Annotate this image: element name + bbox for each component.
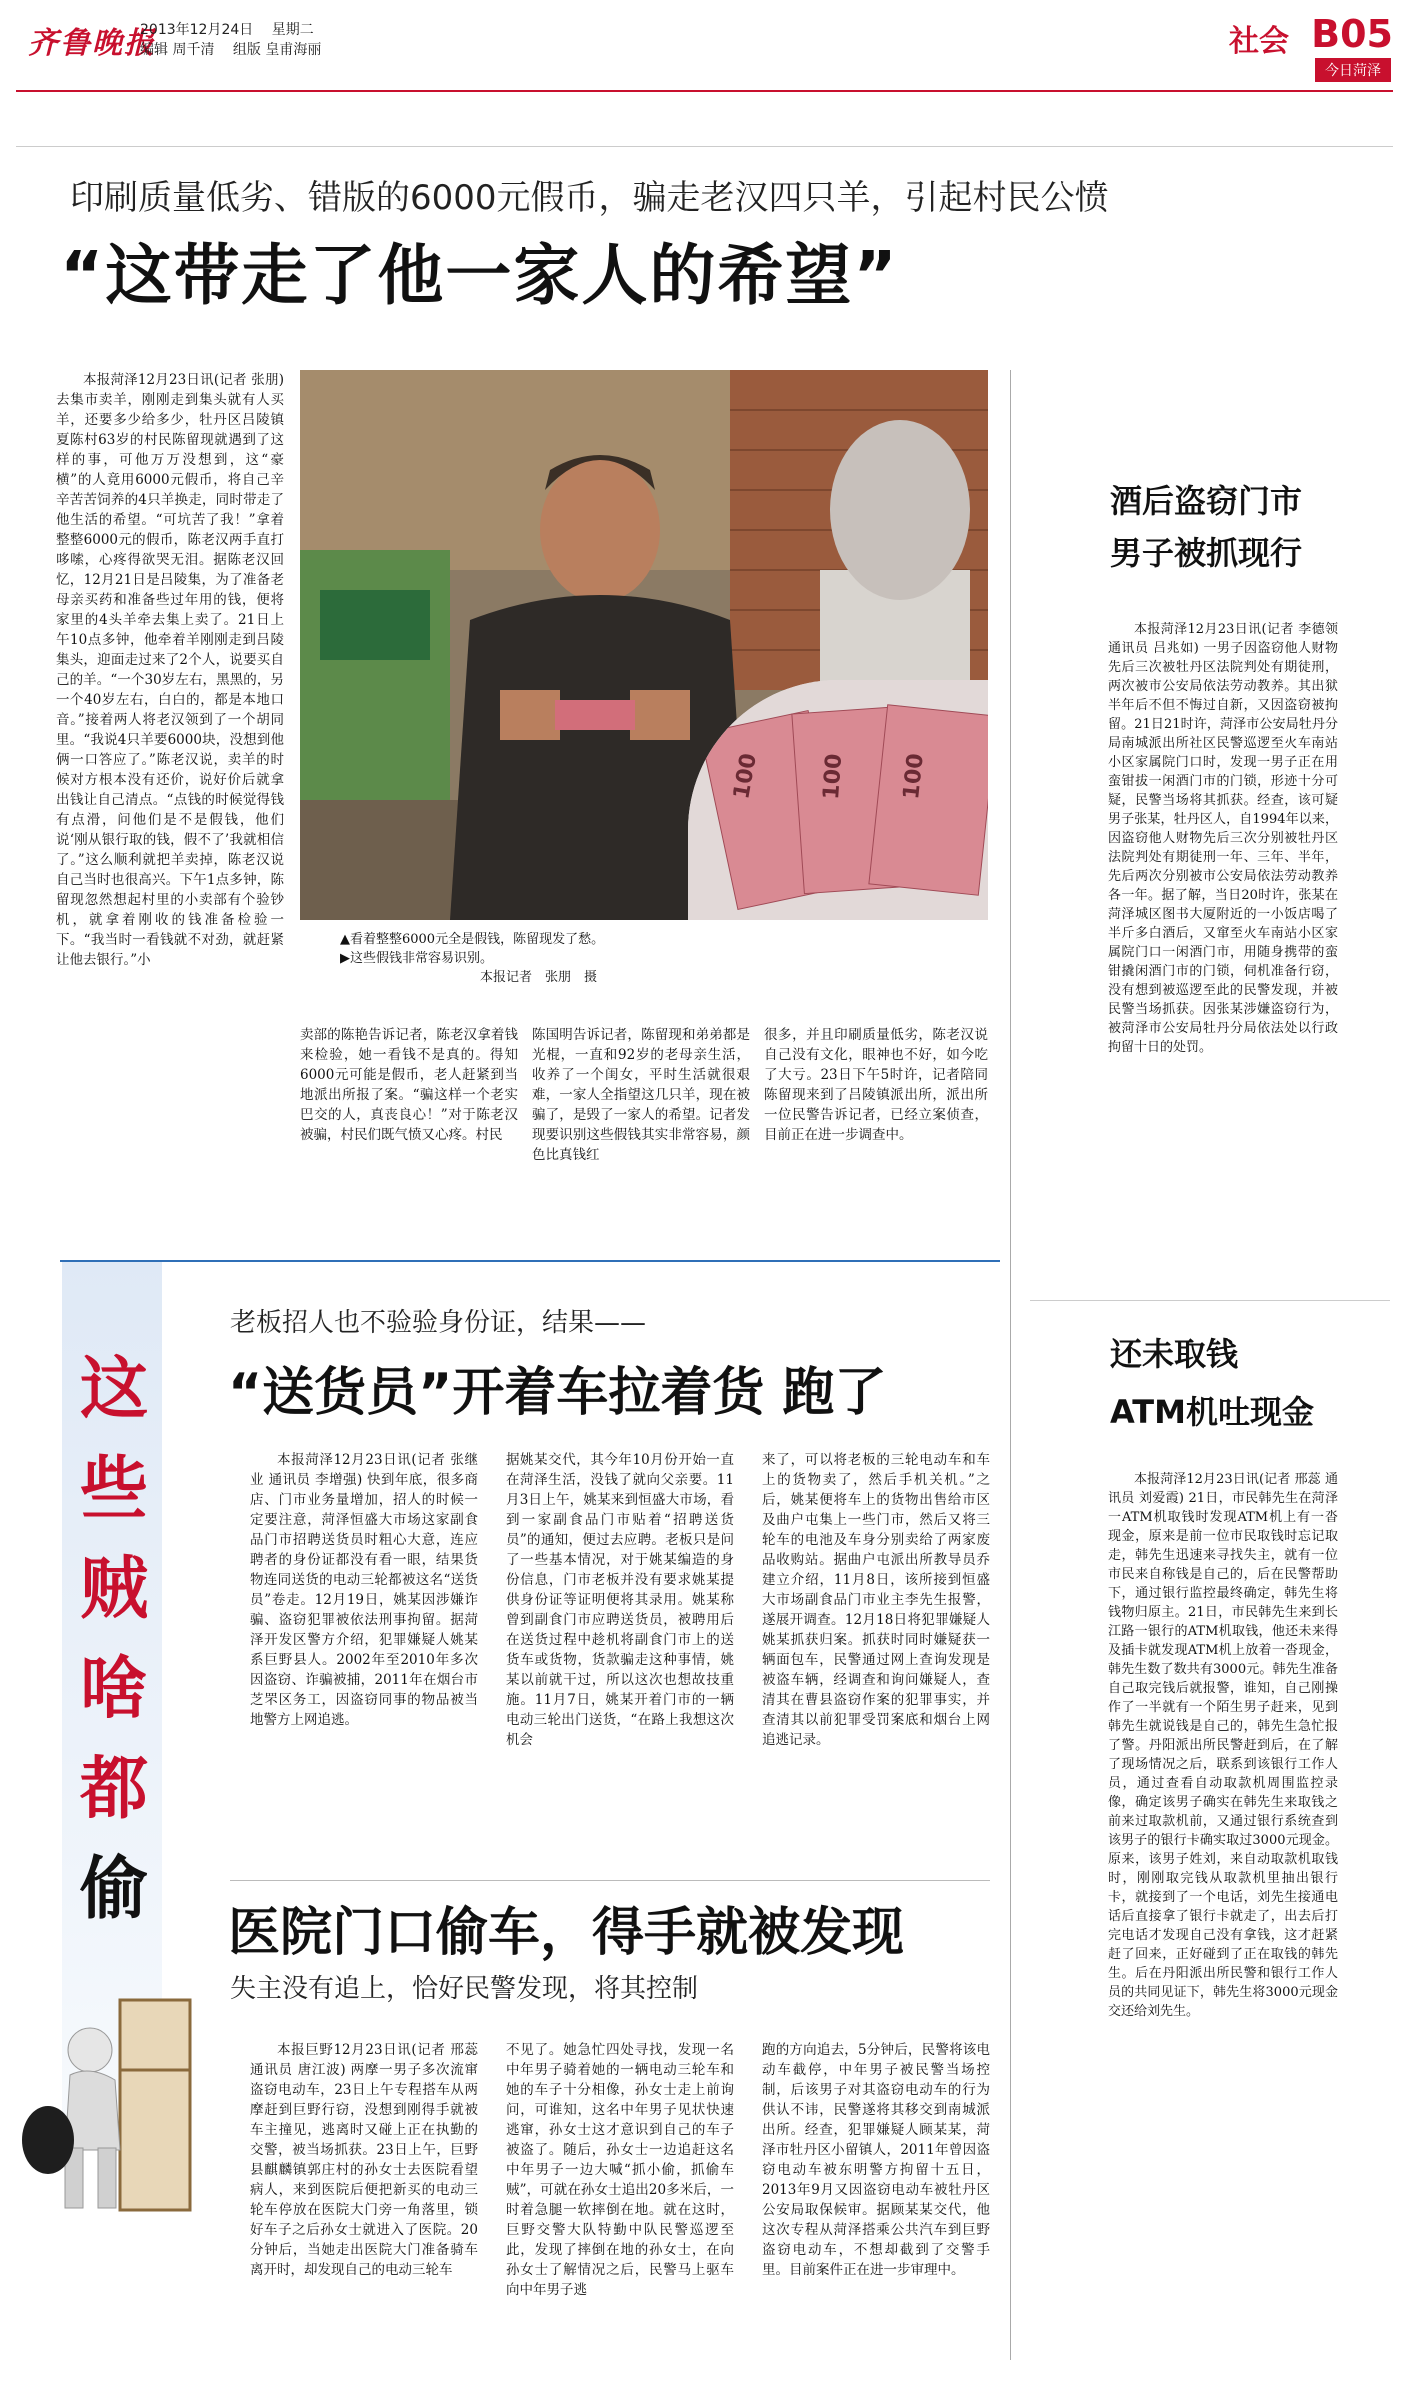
story-divider: [230, 1880, 990, 1881]
newspaper-logo: 齐鲁晚报: [28, 26, 156, 61]
lead-headline: “这带走了他一家人的希望”: [60, 237, 899, 314]
story1-column-1: [250, 1450, 478, 1860]
side1-body: [1108, 620, 1338, 1245]
section-name: 社会: [1229, 24, 1289, 59]
svg-text:100: 100: [899, 752, 929, 801]
svg-text:100: 100: [729, 751, 762, 802]
side1-title-line1: 酒后盗窃门市: [1110, 482, 1303, 520]
story1-col1-text: 本报菏泽12月23日讯(记者 张继业 通讯员 李增强) 快到年底，很多商店、门市业务量增加，招人的时候一定要注意，菏泽恒盛大市场这家副食品门市招聘送货员时粗心大意，连应聘者的身份证都没有看一眼，结果货物连同送货的电动三轮都被这名“送货员”卷走。12月19日，姚某因涉嫌诈骗、盗窃犯罪被依法刑事拘留。据菏泽开发区警方介绍，犯罪嫌疑人姚某系巨野县人。2002年至2010年多次因盗窃、诈骗被捕，2011年在烟台市芝罘区务工，因盗窃同事的物品被当地警方上网追逃。: [250, 1452, 478, 1728]
story1-kicker: 老板招人也不验验身份证，结果——: [230, 1308, 647, 1338]
photo-credit: 本报记者 张朋 摄: [480, 970, 598, 985]
vertical-char-2: 些: [79, 1450, 148, 1529]
lead-photo-captions: [340, 930, 760, 987]
story2-col2-text: 不见了。她急忙四处寻找，发现一名中年男子骑着她的一辆电动三轮车和她的车子十分相像，孙女士走上前询问，可谁知，这名中年男子见状快速逃窜，孙女士这才意识到自己的车子被盗了。随后，孙女士一边追赶这名中年男子一边大喊“抓小偷，抓偷车贼”，可就在孙女士追出20多米后，一时着急腿一软摔倒在地。就在这时，巨野交警大队特勤中队民警巡逻至此，发现了摔倒在地的孙女士，在向孙女士了解情况之后，民警马上驱车向中年男子逃: [506, 2042, 734, 2298]
side2-headline: [1110, 1325, 1314, 1441]
side2-title-line2: ATM机吐现金: [1110, 1393, 1314, 1431]
story2-subhead: 失主没有追上，恰好民警发现，将其控制: [230, 1974, 699, 2004]
story1-column-3: [762, 1450, 990, 1860]
issue-weekday: 星期二: [271, 22, 314, 38]
lead-kicker: 印刷质量低劣、错版的6000元假币，骗走老汉四只羊，引起村民公愤: [70, 178, 1109, 218]
designer-credit: 组版 皇甫海丽: [232, 42, 322, 58]
vertical-char-3: 贼: [79, 1550, 148, 1629]
lead-column-2: [300, 1025, 518, 1235]
header-rule: [16, 90, 1393, 92]
story1-headline: “送货员”开着车拉着货 跑了: [228, 1363, 887, 1423]
issue-date: 2013年12月24日: [140, 22, 254, 38]
story2-headline: 医院门口偷车，得手就被发现: [228, 1903, 905, 1963]
region-badge: 今日菏泽: [1315, 58, 1391, 82]
story2-column-1: [250, 2040, 478, 2370]
lead-column-1: [56, 370, 284, 1230]
photo-caption-2: ▶这些假钱非常容易识别。: [340, 951, 493, 966]
photo-caption-1: ▲看着整整6000元全是假钱，陈留现发了愁。: [340, 932, 605, 947]
lead-col1-text: 本报菏泽12月23日讯(记者 张朋) 去集市卖羊，刚刚走到集头就有人买羊，还要多少给多少，牡丹区吕陵镇夏陈村63岁的村民陈留现就遇到了这样的事，可他万万没想到，这“豪横”的人竟用6000元假币，将自己辛辛苦苦饲养的4只羊换走，同时带走了他生活的希望。“可坑苦了我！”拿着整整6000元的假币，陈老汉两手直打哆嗦，心疼得欲哭无泪。据陈老汉回忆，12月21日是吕陵集，为了准备老母亲买药和准备些过年用的钱，便将家里的4头羊牵去集上卖了。21日上午10点多钟，他牵着羊刚刚走到吕陵集头，迎面走过来了2个人，说要买自己的羊。“一个30岁左右，黑黑的，另一个40岁左右，白白的，都是本地口音。”接着两人将老汉领到了一个胡同里。“我说4只羊要6000块，没想到他俩一口答应了。”陈老汉说，卖羊的时候对方根本没有还价，说好价后就拿出钱让自己清点。“点钱的时候觉得钱有点滑，问他们是不是假钱，他们说‘刚从银行取的钱，假不了’我就相信了。”这么顺利就把羊卖掉，陈老汉说自己当时也很高兴。下午1点多钟，陈留现忽然想起村里的小卖部有个验钞机，就拿着刚收的钱准备检验一下。“我当时一看钱就不对劲，就赶紧让他去银行。”小: [56, 372, 284, 968]
sidebar-divider: [1010, 370, 1012, 2360]
thief-figure-illustration: [20, 1980, 200, 2220]
lead-col2-text: 卖部的陈艳告诉记者，陈老汉拿着钱来检验，她一看钱不是真的。得知6000元可能是假币，老人赶紧到当地派出所报了案。“骗这样一个老实巴交的人，真丧良心！”对于陈老汉被骗，村民们既气愤又心疼。村民: [300, 1027, 518, 1143]
vertical-char-4: 啥: [79, 1650, 148, 1729]
lead-column-4: [764, 1025, 988, 1235]
header-rule-thin: [16, 146, 1393, 147]
story2-col1-text: 本报巨野12月23日讯(记者 邢蕊 通讯员 唐江波) 两摩一男子多次流窜盗窃电动车，23日上午专程搭车从两摩赶到巨野行窃，没想到刚得手就被车主撞见，逃离时又碰上正在执勤的交警，被当场抓获。23日上午，巨野县麒麟镇郭庄村的孙女士去医院看望病人，来到医院后便把新买的电动三轮车停放在医院大门旁一角落里，锁好车子之后孙女士就进入了医院。20分钟后，当她走出医院大门准备骑车离开时，却发现自己的电动三轮车: [250, 2042, 478, 2278]
side2-text: 本报菏泽12月23日讯(记者 邢蕊 通讯员 刘爱霞) 21日，市民韩先生在菏泽一ATM机取钱时发现ATM机上有一沓现金，原来是前一位市民取钱时忘记取走，韩先生迅速来寻找失主，就有一位市民来自称钱是自己的，后在民警帮助下，通过银行监控最终确定，韩先生将钱物归原主。21日，市民韩先生来到长江路一银行的ATM机取钱，他还未来得及插卡就发现ATM机上放着一沓现金，韩先生数了数共有3000元。韩先生准备自己取完钱后就报警，谁知，自己刚操作了一半就有一个陌生男子赶来，见到韩先生就说钱是自己的，韩先生急忙报了警。丹阳派出所民警赶到后，在了解了现场情况之后，联系到该银行工作人员，通过查看自动取款机周围监控录像，确定该男子确实在韩先生来取钱之前来过取款机前，又通过银行系统查到该男子的银行卡确实取过3000元现金。原来，该男子姓刘，来自动取款机取钱时，刚刚取完钱从取款机里抽出银行卡，就接到了一个电话，刘先生接通电话后直接拿了银行卡就走了，出去后打完电话才发现自己没有拿钱，这才赶紧赶了回来，正好碰到了正在取钱的韩先生。后在丹阳派出所民警和银行工作人员的共同见证下，韩先生将3000元现金交还给刘先生。: [1108, 1472, 1338, 2019]
lead-col4-text: 很多，并且印刷质量低劣，陈老汉说自己没有文化，眼神也不好，如今吃了大亏。23日下午5时许，记者陪同陈留现来到了吕陵镇派出所，派出所一位民警告诉记者，已经立案侦查，目前正在进一步调查中。: [764, 1027, 988, 1143]
story1-col3-text: 来了，可以将老板的三轮电动车和车上的货物卖了，然后手机关机。”之后，姚某便将车上的货物出售给市区及曲户屯集上一些门市，然后又将三轮车的电池及车身分别卖给了两家废品收购站。据曲户屯派出所教导员乔建立介绍，11月8日，该所接到恒盛大市场副食品门市业主李先生报警，遂展开调查。12月18日将犯罪嫌疑人姚某抓获归案。抓获时同时嫌疑获一辆面包车，民警通过网上查询发现是被盗车辆，经调查和询问嫌疑人，查清其在曹县盗窃作案的犯罪事实，并查清其以前犯罪受罚案底和烟台上网追逃记录。: [762, 1452, 990, 1748]
lead-col3-text: 陈国明告诉记者，陈留现和弟弟都是光棍，一直和92岁的老母亲生活，收养了一个闺女，平时生活就很艰难，一家人全指望这几只羊，现在被骗了，是毁了一家人的希望。记者发现要识别这些假钱其实非常容易，颜色比真钱红: [532, 1027, 750, 1163]
side1-headline: [1110, 475, 1302, 579]
vertical-char-6: 偷: [79, 1850, 148, 1929]
side2-body: [1108, 1470, 1338, 2370]
side-divider: [1030, 1300, 1390, 1301]
story1-col2-text: 据姚某交代，其今年10月份开始一直在菏泽生活，没钱了就向父亲要。11月3日上午，姚某来到恒盛大市场，看到一家副食品门市贴着“招聘送货员”的通知，便过去应聘。老板只是问了一些基本情况，对于姚某编造的身份信息，门市老板并没有要求姚某提供身份证等证明便将其录用。姚某称曾到副食门市应聘送货员，被聘用后在送货过程中趁机将副食门市上的送货车或货物，货款骗走这种事情，姚某以前就干过，所以这次也想故技重施。11月7日，姚某开着门市的一辆电动三轮出门送货，“在路上我想这次机会: [506, 1452, 734, 1748]
story2-column-2: [506, 2040, 734, 2370]
editor-credit: 编辑 周千清: [140, 42, 215, 58]
side2-title-line1: 还未取钱: [1110, 1335, 1239, 1373]
vertical-char-5: 都: [79, 1750, 148, 1829]
side1-title-line2: 男子被抓现行: [1110, 534, 1303, 572]
svg-text:100: 100: [819, 752, 848, 801]
side1-text: 本报菏泽12月23日讯(记者 李德领 通讯员 吕兆如) 一男子因盗窃他人财物先后三次被牡丹区法院判处有期徒刑，两次被市公安局依法劳动教养。其出狱半年后不但不悔过自新，又因盗窃被拘留。21日21时许，菏泽市公安局牡丹分局南城派出所社区民警巡逻至火车南站小区家属院门口时，发现一男子正在用蛮钳拔一闲酒门市的门锁，形迹十分可疑，民警当场将其抓获。经查，该可疑男子张某，牡丹区人，自1994年以来，因盗窃他人财物先后三次分别被牡丹区法院判处有期徒刑一年、三年、半年，先后两次分别被市公安局依法劳动教养各一年。据了解，当日20时许，张某在菏泽城区图书大厦附近的一小饭店喝了半斤多白酒后，又窜至火车南站小区家属院门口一闲酒门市，用随身携带的蛮钳撬闲酒门市的门锁，伺机准备行窃，没有想到被巡逻至此的民警发现，并被民警当场抓获。因张某涉嫌盗窃行为，被菏泽市公安局牡丹分局依法处以行政拘留十日的处罚。: [1108, 622, 1338, 1055]
vertical-char-1: 这: [79, 1350, 148, 1429]
story2-column-3: [762, 2040, 990, 2370]
lead-photo: [300, 370, 988, 920]
story1-column-2: [506, 1450, 734, 1860]
issue-meta: [140, 20, 335, 60]
page-number: B05: [1311, 12, 1393, 56]
feature-vertical-title: [78, 1340, 150, 1940]
thief-figure-icon: [20, 1980, 200, 2220]
lead-column-3: [532, 1025, 750, 1235]
story2-col3-text: 跑的方向追去，5分钟后，民警将该电动车截停，中年男子被民警当场控制，后该男子对其盗窃电动车的行为供认不讳，民警遂将其移交到南城派出所。经查，犯罪嫌疑人顾某某，菏泽市牡丹区小留镇人，2011年曾因盗窃电动车被东明警方拘留十五日，2013年9月又因盗窃电动车被牡丹区公安局取保候审。据顾某某交代，他这次专程从菏泽搭乘公共汽车到巨野盗窃电动车，不想却截到了交警手里。目前案件正在进一步审理中。: [762, 2042, 990, 2278]
